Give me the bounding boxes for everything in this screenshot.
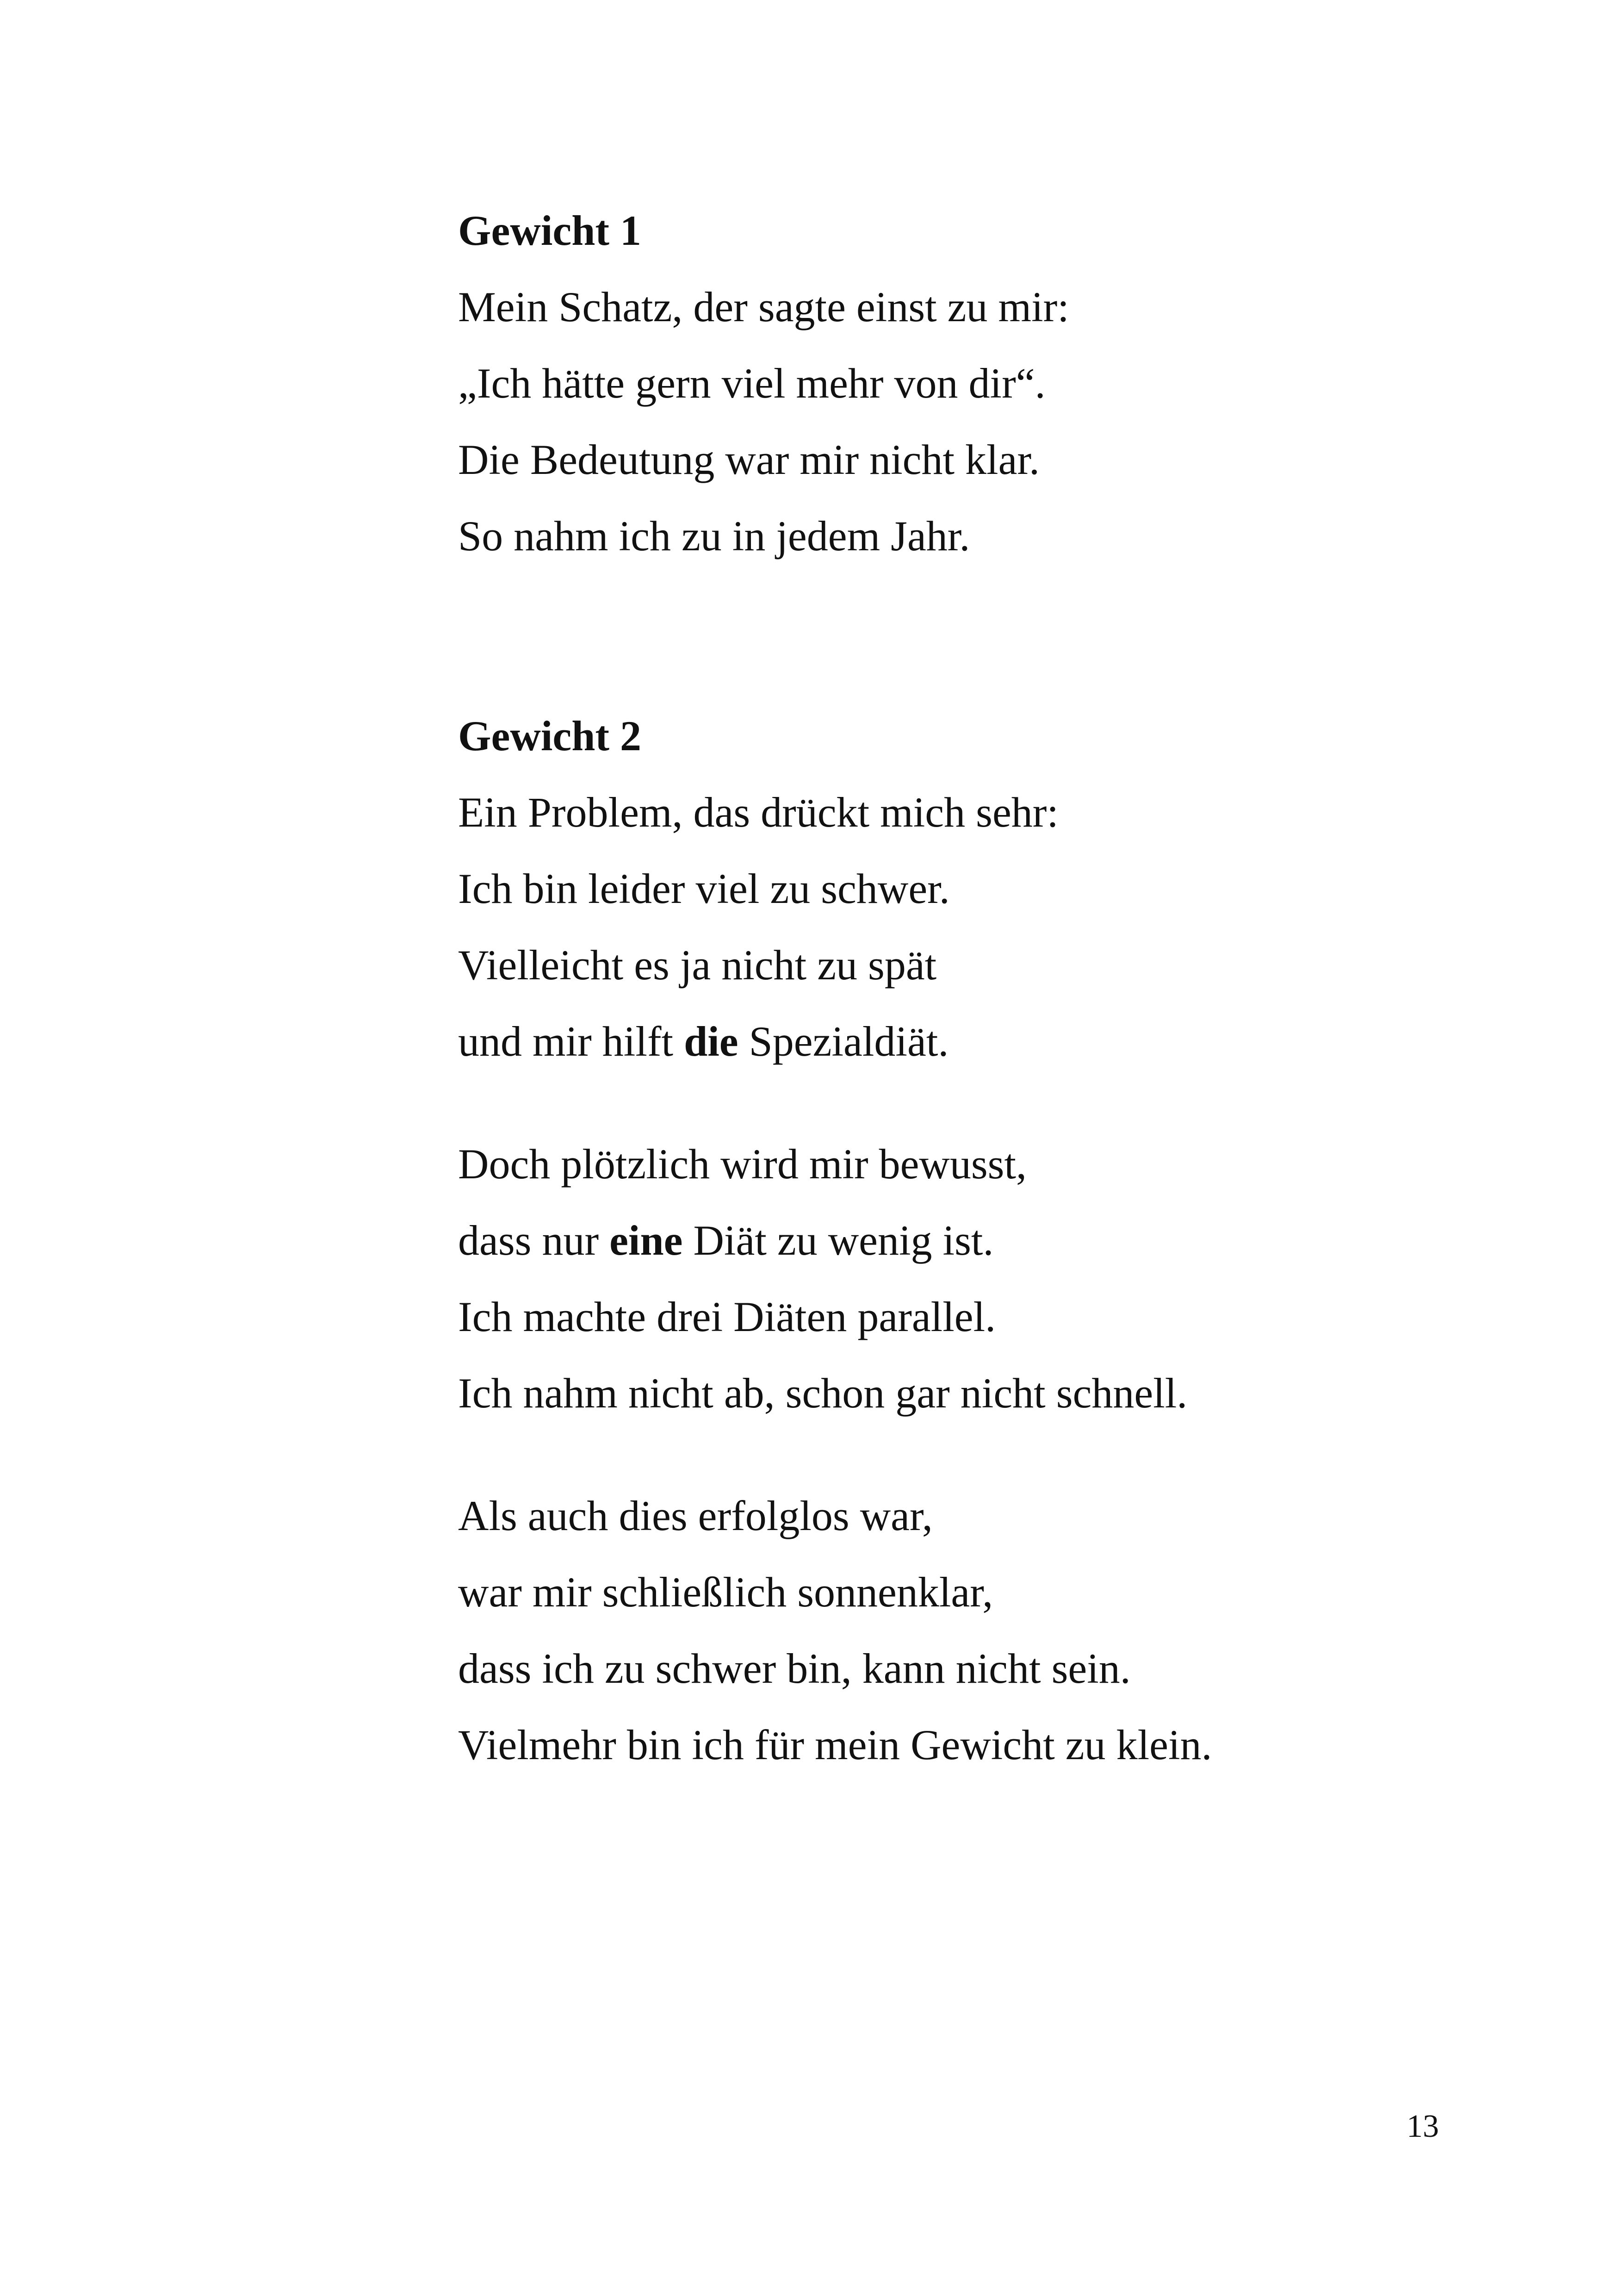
poem-line: „Ich hätte gern viel mehr von dir“. bbox=[458, 360, 1046, 407]
poem-line: Ich nahm nicht ab, schon gar nicht schnell. bbox=[458, 1369, 1188, 1417]
poem-line: Ich bin leider viel zu schwer. bbox=[458, 865, 950, 912]
poem-title: Gewicht 2 bbox=[458, 712, 642, 759]
poem-line: dass ich zu schwer bin, kann nicht sein. bbox=[458, 1645, 1131, 1692]
line-text: Diät zu wenig ist. bbox=[682, 1217, 994, 1264]
poem-line: Ein Problem, das drückt mich sehr: bbox=[458, 789, 1059, 836]
poem-line: Ich machte drei Diäten parallel. bbox=[458, 1293, 996, 1340]
page-number: 13 bbox=[1407, 2109, 1439, 2144]
poem-line: Vielmehr bin ich für mein Gewicht zu klein. bbox=[458, 1721, 1212, 1768]
poem-line bbox=[458, 1217, 1476, 1263]
stanza bbox=[458, 284, 1476, 559]
poem-line: Die Bedeutung war mir nicht klar. bbox=[458, 436, 1040, 483]
line-text: und mir hilft bbox=[458, 1018, 684, 1065]
stanza bbox=[458, 1141, 1476, 1416]
poem-gewicht-2 bbox=[458, 713, 1476, 1768]
poem-line: war mir schließlich sonnenklar, bbox=[458, 1568, 993, 1616]
poem-line: Mein Schatz, der sagte einst zu mir: bbox=[458, 283, 1069, 330]
poem-line: Als auch dies erfolglos war, bbox=[458, 1492, 933, 1539]
poem-title: Gewicht 1 bbox=[458, 207, 642, 254]
line-text: dass nur bbox=[458, 1217, 610, 1264]
poem-gewicht-1 bbox=[458, 207, 1476, 559]
poem-line: Vielleicht es ja nicht zu spät bbox=[458, 941, 937, 989]
poem-line: Doch plötzlich wird mir bewusst, bbox=[458, 1140, 1027, 1188]
stanza bbox=[458, 1493, 1476, 1768]
poem-line: So nahm ich zu in jedem Jahr. bbox=[458, 512, 970, 560]
line-text: Spezialdiät. bbox=[738, 1018, 949, 1065]
stanza bbox=[458, 789, 1476, 1064]
poem-line bbox=[458, 1018, 1476, 1064]
emphasized-word: eine bbox=[609, 1217, 683, 1264]
emphasized-word: die bbox=[684, 1018, 738, 1065]
